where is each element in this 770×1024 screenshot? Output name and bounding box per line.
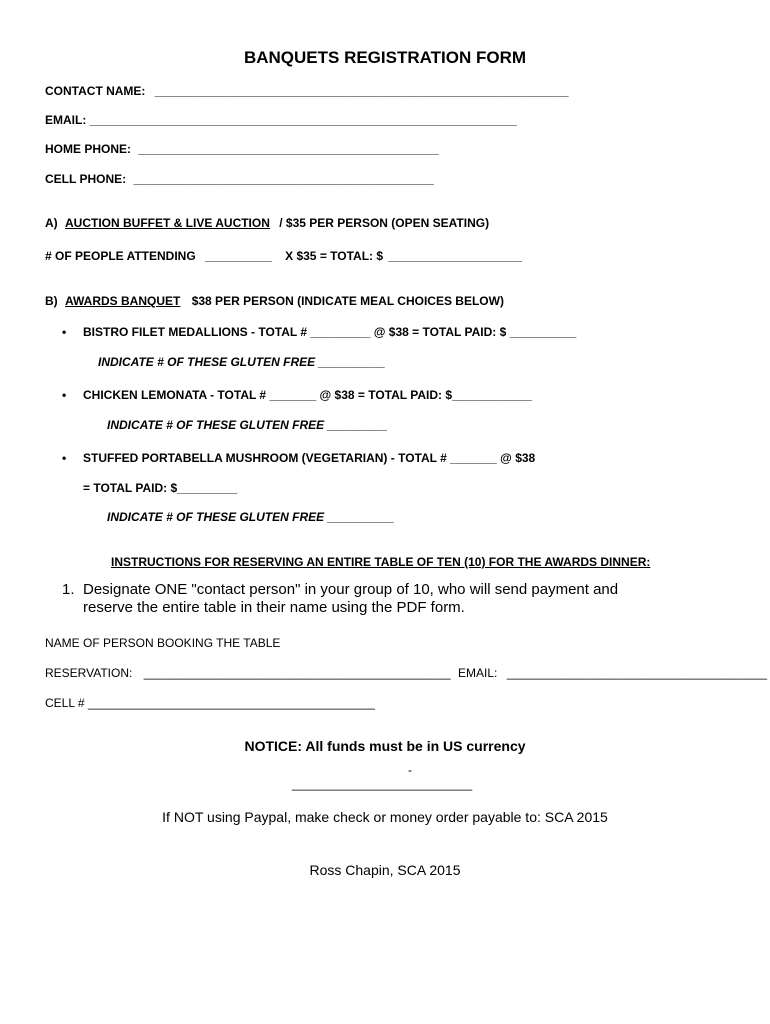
instructions-heading: INSTRUCTIONS FOR RESERVING AN ENTIRE TABLE OF TEN (10) FOR THE AWARDS DINNER: — [111, 555, 651, 569]
attending-line: __________ — [205, 249, 272, 263]
cell-phone-label: CELL PHONE: — [45, 172, 127, 186]
contact-name-field[interactable] — [45, 84, 569, 98]
page-title: BANQUETS REGISTRATION FORM — [243, 48, 527, 67]
contact-name-label: CONTACT NAME: — [45, 84, 146, 98]
home-phone-line: _____________________________________________ — [138, 142, 439, 156]
section-a-name: AUCTION BUFFET & LIVE AUCTION — [65, 216, 270, 230]
reservation-field[interactable] — [45, 666, 767, 680]
signature: Ross Chapin, SCA 2015 — [309, 862, 461, 878]
instructions-step-line-1: Designate ONE "contact person" in your group of 10, who will send payment and — [83, 581, 619, 598]
meal-item-stuffed-portabella-total[interactable]: = TOTAL PAID: $_________ — [83, 481, 238, 495]
notice-line: ___________________________ — [292, 777, 473, 791]
attending-total-line: ____________________ — [388, 249, 522, 263]
section-b-heading — [45, 294, 504, 308]
section-a-prefix: A) — [45, 216, 58, 230]
home-phone-field[interactable] — [45, 142, 439, 156]
booking-cell-line: ___________________________________________ — [87, 696, 375, 710]
meal-item-chicken-lemonata[interactable]: CHICKEN LEMONATA - TOTAL # _______ @ $38 = TOTAL PAID: $____________ — [83, 388, 533, 402]
notice-text: NOTICE: All funds must be in US currency — [244, 738, 526, 754]
meal-item-bistro-filet[interactable]: BISTRO FILET MEDALLIONS - TOTAL # _________ @ $38 = TOTAL PAID: $ __________ — [83, 325, 577, 339]
instructions-step-number: 1. — [62, 581, 75, 598]
section-b-prefix: B) — [45, 294, 58, 308]
cell-phone-line: _____________________________________________ — [133, 172, 434, 186]
reservation-line: ______________________________________________ — [143, 666, 451, 680]
instructions-step-line-2: reserve the entire table in their name using the PDF form. — [83, 599, 465, 616]
booking-email-label: EMAIL: — [458, 666, 498, 680]
gluten-free-bistro-filet[interactable]: INDICATE # OF THESE GLUTEN FREE __________ — [98, 355, 386, 369]
bullet-1: • — [62, 325, 67, 339]
gluten-free-chicken-lemonata[interactable]: INDICATE # OF THESE GLUTEN FREE _________ — [107, 418, 388, 432]
home-phone-label: HOME PHONE: — [45, 142, 132, 156]
attending-label: # OF PEOPLE ATTENDING — [45, 249, 196, 263]
section-b-rest: $38 PER PERSON (INDICATE MEAL CHOICES BELOW) — [191, 294, 504, 308]
meal-item-stuffed-portabella[interactable]: STUFFED PORTABELLA MUSHROOM (VEGETARIAN) - TOTAL # _______ @ $38 — [83, 451, 536, 465]
section-a-heading — [45, 216, 489, 230]
bullet-2: • — [62, 388, 67, 402]
section-a-rest: / $35 PER PERSON (OPEN SEATING) — [279, 216, 490, 230]
section-a-attending[interactable] — [45, 249, 522, 263]
section-b-name: AWARDS BANQUET — [65, 294, 181, 308]
reservation-label: RESERVATION: — [45, 666, 133, 680]
gluten-free-stuffed-portabella[interactable]: INDICATE # OF THESE GLUTEN FREE __________ — [107, 510, 395, 524]
payment-instructions: If NOT using Paypal, make check or money order payable to: SCA 2015 — [162, 809, 608, 825]
email-line: ________________________________________________________________ — [89, 113, 517, 127]
bullet-3: • — [62, 451, 67, 465]
booking-cell-label: CELL # — [45, 696, 85, 710]
booking-cell-field[interactable] — [45, 696, 375, 710]
email-field[interactable] — [45, 113, 517, 127]
cell-phone-field[interactable] — [45, 172, 434, 186]
notice-dash: - — [408, 763, 412, 777]
booking-name-label: NAME OF PERSON BOOKING THE TABLE — [45, 636, 281, 650]
attending-price-total: X $35 = TOTAL: $ — [285, 249, 384, 263]
email-label: EMAIL: — [45, 113, 87, 127]
booking-email-line: _______________________________________ — [506, 666, 768, 680]
contact-name-line: ______________________________________________________________ — [154, 84, 569, 98]
